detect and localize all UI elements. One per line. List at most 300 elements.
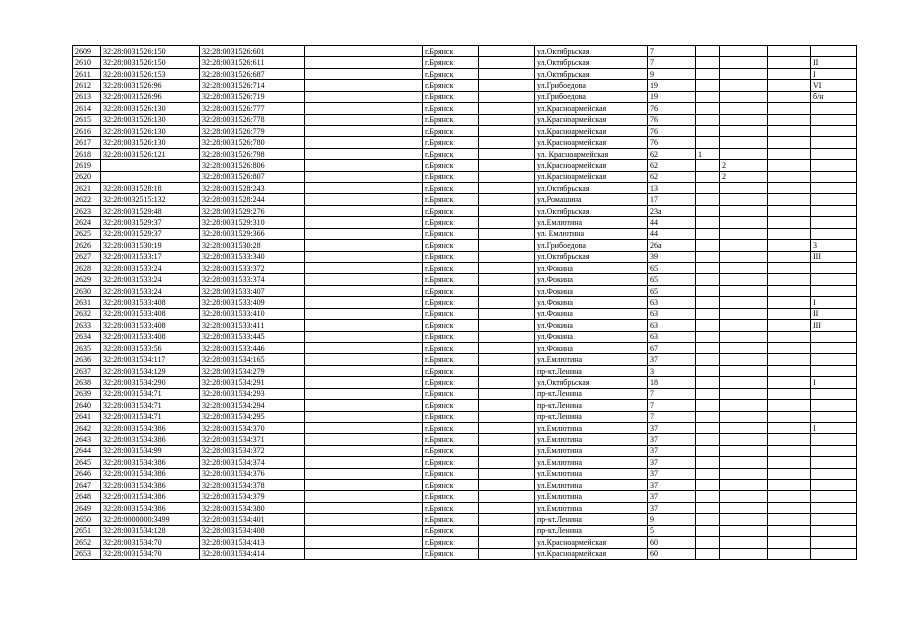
blank-cell — [305, 125, 423, 136]
blank-cell-2 — [479, 263, 535, 274]
table-row — [73, 160, 857, 171]
table-row — [73, 194, 857, 205]
parent-cadastral-number-cell: 32:28:0000000:3499 — [101, 514, 200, 525]
city-cell: г.Брянск — [423, 400, 479, 411]
room-cell: I — [811, 68, 857, 79]
structure-cell — [720, 434, 768, 445]
apartment-cell — [768, 537, 811, 548]
apartment-cell — [768, 422, 811, 433]
room-cell: I — [811, 422, 857, 433]
row-number-cell: 2617 — [73, 137, 101, 148]
apartment-cell — [768, 411, 811, 422]
cadastral-number-cell: 32:28:0031534:293 — [200, 388, 305, 399]
blank-cell-2 — [479, 274, 535, 285]
blank-cell-2 — [479, 205, 535, 216]
house-number-cell: 62 — [648, 148, 696, 159]
city-cell: г.Брянск — [423, 491, 479, 502]
street-cell: пр-кт.Ленина — [535, 411, 648, 422]
table-row — [73, 228, 857, 239]
blank-cell-2 — [479, 365, 535, 376]
apartment-cell — [768, 548, 811, 559]
room-cell — [811, 171, 857, 182]
blank-cell — [305, 514, 423, 525]
city-cell: г.Брянск — [423, 514, 479, 525]
apartment-cell — [768, 80, 811, 91]
city-cell: г.Брянск — [423, 422, 479, 433]
room-cell — [811, 331, 857, 342]
building-cell — [696, 422, 720, 433]
blank-cell — [305, 46, 423, 57]
house-number-cell: 65 — [648, 263, 696, 274]
house-number-cell: 39 — [648, 251, 696, 262]
cadastral-number-cell: 32:28:0031533:410 — [200, 308, 305, 319]
blank-cell — [305, 308, 423, 319]
structure-cell — [720, 263, 768, 274]
street-cell: ул.Емлютина — [535, 217, 648, 228]
structure-cell — [720, 354, 768, 365]
registry-table-body — [73, 46, 857, 560]
building-cell — [696, 525, 720, 536]
city-cell: г.Брянск — [423, 274, 479, 285]
cadastral-number-cell: 32:28:0031534:413 — [200, 537, 305, 548]
structure-cell — [720, 57, 768, 68]
structure-cell — [720, 68, 768, 79]
room-cell — [811, 183, 857, 194]
structure-cell — [720, 331, 768, 342]
table-row — [73, 445, 857, 456]
apartment-cell — [768, 445, 811, 456]
table-row — [73, 388, 857, 399]
house-number-cell: 44 — [648, 217, 696, 228]
structure-cell — [720, 514, 768, 525]
city-cell: г.Брянск — [423, 228, 479, 239]
street-cell: ул.Октябрьская — [535, 57, 648, 68]
house-number-cell: 18 — [648, 377, 696, 388]
structure-cell — [720, 274, 768, 285]
blank-cell-2 — [479, 514, 535, 525]
house-number-cell: 7 — [648, 46, 696, 57]
blank-cell — [305, 502, 423, 513]
apartment-cell — [768, 480, 811, 491]
apartment-cell — [768, 171, 811, 182]
blank-cell-2 — [479, 537, 535, 548]
row-number-cell: 2643 — [73, 434, 101, 445]
apartment-cell — [768, 320, 811, 331]
row-number-cell: 2626 — [73, 240, 101, 251]
room-cell — [811, 388, 857, 399]
building-cell — [696, 91, 720, 102]
building-cell — [696, 217, 720, 228]
house-number-cell: 37 — [648, 491, 696, 502]
table-row — [73, 183, 857, 194]
blank-cell-2 — [479, 80, 535, 91]
cadastral-number-cell: 32:28:0031534:408 — [200, 525, 305, 536]
room-cell — [811, 103, 857, 114]
table-row — [73, 125, 857, 136]
structure-cell — [720, 297, 768, 308]
table-row — [73, 400, 857, 411]
parent-cadastral-number-cell — [101, 171, 200, 182]
city-cell: г.Брянск — [423, 388, 479, 399]
table-row — [73, 240, 857, 251]
blank-cell — [305, 354, 423, 365]
table-row — [73, 457, 857, 468]
building-cell — [696, 183, 720, 194]
row-number-cell: 2635 — [73, 342, 101, 353]
blank-cell — [305, 205, 423, 216]
structure-cell — [720, 103, 768, 114]
apartment-cell — [768, 400, 811, 411]
blank-cell-2 — [479, 354, 535, 365]
house-number-cell: 7 — [648, 388, 696, 399]
apartment-cell — [768, 183, 811, 194]
cadastral-number-cell: 32:28:0031528:243 — [200, 183, 305, 194]
city-cell: г.Брянск — [423, 445, 479, 456]
apartment-cell — [768, 137, 811, 148]
city-cell: г.Брянск — [423, 297, 479, 308]
blank-cell — [305, 148, 423, 159]
street-cell: ул.Фокина — [535, 297, 648, 308]
house-number-cell: 37 — [648, 468, 696, 479]
parent-cadastral-number-cell: 32:28:0031528:18 — [101, 183, 200, 194]
structure-cell — [720, 342, 768, 353]
blank-cell — [305, 80, 423, 91]
row-number-cell: 2623 — [73, 205, 101, 216]
house-number-cell: 9 — [648, 514, 696, 525]
table-row — [73, 354, 857, 365]
row-number-cell: 2618 — [73, 148, 101, 159]
city-cell: г.Брянск — [423, 125, 479, 136]
city-cell: г.Брянск — [423, 251, 479, 262]
city-cell: г.Брянск — [423, 548, 479, 559]
city-cell: г.Брянск — [423, 537, 479, 548]
row-number-cell: 2639 — [73, 388, 101, 399]
blank-cell — [305, 445, 423, 456]
structure-cell — [720, 148, 768, 159]
structure-cell — [720, 377, 768, 388]
table-row — [73, 331, 857, 342]
blank-cell — [305, 411, 423, 422]
parent-cadastral-number-cell: 32:28:0031533:408 — [101, 320, 200, 331]
building-cell — [696, 194, 720, 205]
apartment-cell — [768, 251, 811, 262]
blank-cell — [305, 228, 423, 239]
parent-cadastral-number-cell: 32:28:0031533:408 — [101, 297, 200, 308]
blank-cell — [305, 365, 423, 376]
house-number-cell: 26а — [648, 240, 696, 251]
building-cell — [696, 377, 720, 388]
structure-cell — [720, 125, 768, 136]
building-cell — [696, 502, 720, 513]
cadastral-number-cell: 32:28:0031534:374 — [200, 457, 305, 468]
structure-cell — [720, 240, 768, 251]
city-cell: г.Брянск — [423, 114, 479, 125]
parent-cadastral-number-cell: 32:28:0031534:70 — [101, 548, 200, 559]
cadastral-number-cell: 32:28:0031534:379 — [200, 491, 305, 502]
blank-cell — [305, 331, 423, 342]
table-row — [73, 468, 857, 479]
blank-cell — [305, 377, 423, 388]
parent-cadastral-number-cell: 32:28:0031534:290 — [101, 377, 200, 388]
street-cell: ул. Емлютина — [535, 228, 648, 239]
city-cell: г.Брянск — [423, 103, 479, 114]
blank-cell — [305, 171, 423, 182]
blank-cell-2 — [479, 125, 535, 136]
blank-cell-2 — [479, 445, 535, 456]
cadastral-number-cell: 32:28:0031534:291 — [200, 377, 305, 388]
cadastral-number-cell: 32:28:0031530:28 — [200, 240, 305, 251]
city-cell: г.Брянск — [423, 91, 479, 102]
cadastral-number-cell: 32:28:0031528:244 — [200, 194, 305, 205]
house-number-cell: 44 — [648, 228, 696, 239]
row-number-cell: 2632 — [73, 308, 101, 319]
cadastral-number-cell: 32:28:0031533:411 — [200, 320, 305, 331]
room-cell — [811, 228, 857, 239]
blank-cell — [305, 183, 423, 194]
table-row — [73, 91, 857, 102]
cadastral-number-cell: 32:28:0031526:778 — [200, 114, 305, 125]
structure-cell — [720, 217, 768, 228]
house-number-cell: 63 — [648, 320, 696, 331]
cadastral-number-cell: 32:28:0031533:445 — [200, 331, 305, 342]
street-cell: ул.Красноармейская — [535, 548, 648, 559]
house-number-cell: 60 — [648, 537, 696, 548]
row-number-cell: 2637 — [73, 365, 101, 376]
table-row — [73, 80, 857, 91]
blank-cell-2 — [479, 377, 535, 388]
blank-cell-2 — [479, 148, 535, 159]
cadastral-number-cell: 32:28:0031526:687 — [200, 68, 305, 79]
apartment-cell — [768, 125, 811, 136]
structure-cell — [720, 400, 768, 411]
blank-cell-2 — [479, 308, 535, 319]
row-number-cell: 2611 — [73, 68, 101, 79]
blank-cell — [305, 57, 423, 68]
table-row — [73, 274, 857, 285]
row-number-cell: 2647 — [73, 480, 101, 491]
street-cell: ул.Красноармейская — [535, 171, 648, 182]
apartment-cell — [768, 297, 811, 308]
structure-cell — [720, 114, 768, 125]
house-number-cell: 7 — [648, 411, 696, 422]
parent-cadastral-number-cell: 32:28:0031526:150 — [101, 57, 200, 68]
house-number-cell: 7 — [648, 400, 696, 411]
table-row — [73, 491, 857, 502]
street-cell: ул.Емлютина — [535, 445, 648, 456]
structure-cell — [720, 194, 768, 205]
row-number-cell: 2627 — [73, 251, 101, 262]
row-number-cell: 2624 — [73, 217, 101, 228]
house-number-cell: 5 — [648, 525, 696, 536]
cadastral-number-cell: 32:28:0031526:714 — [200, 80, 305, 91]
row-number-cell: 2628 — [73, 263, 101, 274]
blank-cell — [305, 468, 423, 479]
apartment-cell — [768, 240, 811, 251]
row-number-cell: 2634 — [73, 331, 101, 342]
parent-cadastral-number-cell: 32:28:0031533:24 — [101, 274, 200, 285]
apartment-cell — [768, 285, 811, 296]
apartment-cell — [768, 342, 811, 353]
room-cell: I — [811, 377, 857, 388]
room-cell — [811, 263, 857, 274]
row-number-cell: 2642 — [73, 422, 101, 433]
blank-cell-2 — [479, 548, 535, 559]
room-cell — [811, 137, 857, 148]
structure-cell — [720, 46, 768, 57]
apartment-cell — [768, 103, 811, 114]
row-number-cell: 2651 — [73, 525, 101, 536]
room-cell — [811, 502, 857, 513]
building-cell — [696, 537, 720, 548]
blank-cell-2 — [479, 297, 535, 308]
building-cell — [696, 480, 720, 491]
city-cell: г.Брянск — [423, 160, 479, 171]
blank-cell — [305, 434, 423, 445]
street-cell: ул. Красноармейская — [535, 148, 648, 159]
cadastral-number-cell: 32:28:0031534:414 — [200, 548, 305, 559]
parent-cadastral-number-cell: 32:28:0031534:99 — [101, 445, 200, 456]
building-cell — [696, 354, 720, 365]
row-number-cell: 2616 — [73, 125, 101, 136]
house-number-cell: 37 — [648, 434, 696, 445]
house-number-cell: 37 — [648, 480, 696, 491]
city-cell: г.Брянск — [423, 285, 479, 296]
structure-cell — [720, 537, 768, 548]
table-row — [73, 57, 857, 68]
street-cell: пр-кт.Ленина — [535, 388, 648, 399]
building-cell — [696, 297, 720, 308]
parent-cadastral-number-cell: 32:28:0031534:128 — [101, 525, 200, 536]
blank-cell-2 — [479, 228, 535, 239]
city-cell: г.Брянск — [423, 148, 479, 159]
city-cell: г.Брянск — [423, 320, 479, 331]
blank-cell — [305, 217, 423, 228]
building-cell — [696, 274, 720, 285]
table-row — [73, 514, 857, 525]
table-row — [73, 548, 857, 559]
room-cell — [811, 411, 857, 422]
table-row — [73, 251, 857, 262]
table-row — [73, 114, 857, 125]
cadastral-number-cell: 32:28:0031534:401 — [200, 514, 305, 525]
parent-cadastral-number-cell: 32:28:0031529:37 — [101, 228, 200, 239]
row-number-cell: 2610 — [73, 57, 101, 68]
table-row — [73, 525, 857, 536]
street-cell: ул.Фокина — [535, 331, 648, 342]
room-cell — [811, 491, 857, 502]
structure-cell — [720, 183, 768, 194]
house-number-cell: 37 — [648, 457, 696, 468]
apartment-cell — [768, 308, 811, 319]
house-number-cell: 37 — [648, 502, 696, 513]
row-number-cell: 2648 — [73, 491, 101, 502]
building-cell — [696, 491, 720, 502]
cadastral-number-cell: 32:28:0031534:380 — [200, 502, 305, 513]
row-number-cell: 2614 — [73, 103, 101, 114]
apartment-cell — [768, 114, 811, 125]
room-cell — [811, 400, 857, 411]
apartment-cell — [768, 148, 811, 159]
city-cell: г.Брянск — [423, 57, 479, 68]
apartment-cell — [768, 434, 811, 445]
building-cell — [696, 411, 720, 422]
row-number-cell: 2615 — [73, 114, 101, 125]
blank-cell-2 — [479, 217, 535, 228]
row-number-cell: 2630 — [73, 285, 101, 296]
room-cell: II — [811, 57, 857, 68]
parent-cadastral-number-cell: 32:28:0031529:48 — [101, 205, 200, 216]
row-number-cell: 2636 — [73, 354, 101, 365]
parent-cadastral-number-cell: 32:28:0031534:386 — [101, 457, 200, 468]
city-cell: г.Брянск — [423, 217, 479, 228]
blank-cell — [305, 342, 423, 353]
blank-cell-2 — [479, 57, 535, 68]
blank-cell — [305, 320, 423, 331]
street-cell: ул.Фокина — [535, 263, 648, 274]
room-cell — [811, 125, 857, 136]
cadastral-number-cell: 32:28:0031534:295 — [200, 411, 305, 422]
city-cell: г.Брянск — [423, 354, 479, 365]
house-number-cell: 63 — [648, 297, 696, 308]
room-cell — [811, 457, 857, 468]
room-cell: II — [811, 308, 857, 319]
row-number-cell: 2652 — [73, 537, 101, 548]
street-cell: ул.Красноармейская — [535, 537, 648, 548]
cadastral-number-cell: 32:28:0031534:279 — [200, 365, 305, 376]
apartment-cell — [768, 46, 811, 57]
house-number-cell: 62 — [648, 171, 696, 182]
building-cell — [696, 468, 720, 479]
parent-cadastral-number-cell: 32:28:0031529:37 — [101, 217, 200, 228]
blank-cell — [305, 194, 423, 205]
parent-cadastral-number-cell: 32:28:0031530:19 — [101, 240, 200, 251]
table-row — [73, 537, 857, 548]
blank-cell — [305, 240, 423, 251]
blank-cell — [305, 137, 423, 148]
parent-cadastral-number-cell: 32:28:0031533:56 — [101, 342, 200, 353]
cadastral-number-cell: 32:28:0031529:366 — [200, 228, 305, 239]
city-cell: г.Брянск — [423, 80, 479, 91]
building-cell — [696, 388, 720, 399]
building-cell — [696, 285, 720, 296]
table-row — [73, 263, 857, 274]
street-cell: пр-кт.Ленина — [535, 365, 648, 376]
blank-cell-2 — [479, 491, 535, 502]
table-row — [73, 205, 857, 216]
row-number-cell: 2646 — [73, 468, 101, 479]
apartment-cell — [768, 388, 811, 399]
cadastral-number-cell: 32:28:0031529:276 — [200, 205, 305, 216]
cadastral-number-cell: 32:28:0031533:340 — [200, 251, 305, 262]
structure-cell — [720, 91, 768, 102]
blank-cell-2 — [479, 137, 535, 148]
apartment-cell — [768, 502, 811, 513]
street-cell: ул.Октябрьская — [535, 205, 648, 216]
blank-cell-2 — [479, 320, 535, 331]
parent-cadastral-number-cell: 32:28:0031526:96 — [101, 91, 200, 102]
blank-cell-2 — [479, 114, 535, 125]
parent-cadastral-number-cell: 32:28:0031526:130 — [101, 114, 200, 125]
city-cell: г.Брянск — [423, 194, 479, 205]
parent-cadastral-number-cell: 32:28:0031534:70 — [101, 537, 200, 548]
building-cell — [696, 137, 720, 148]
house-number-cell: 60 — [648, 548, 696, 559]
apartment-cell — [768, 263, 811, 274]
cadastral-number-cell: 32:28:0031526:611 — [200, 57, 305, 68]
table-row — [73, 365, 857, 376]
blank-cell — [305, 103, 423, 114]
building-cell — [696, 514, 720, 525]
